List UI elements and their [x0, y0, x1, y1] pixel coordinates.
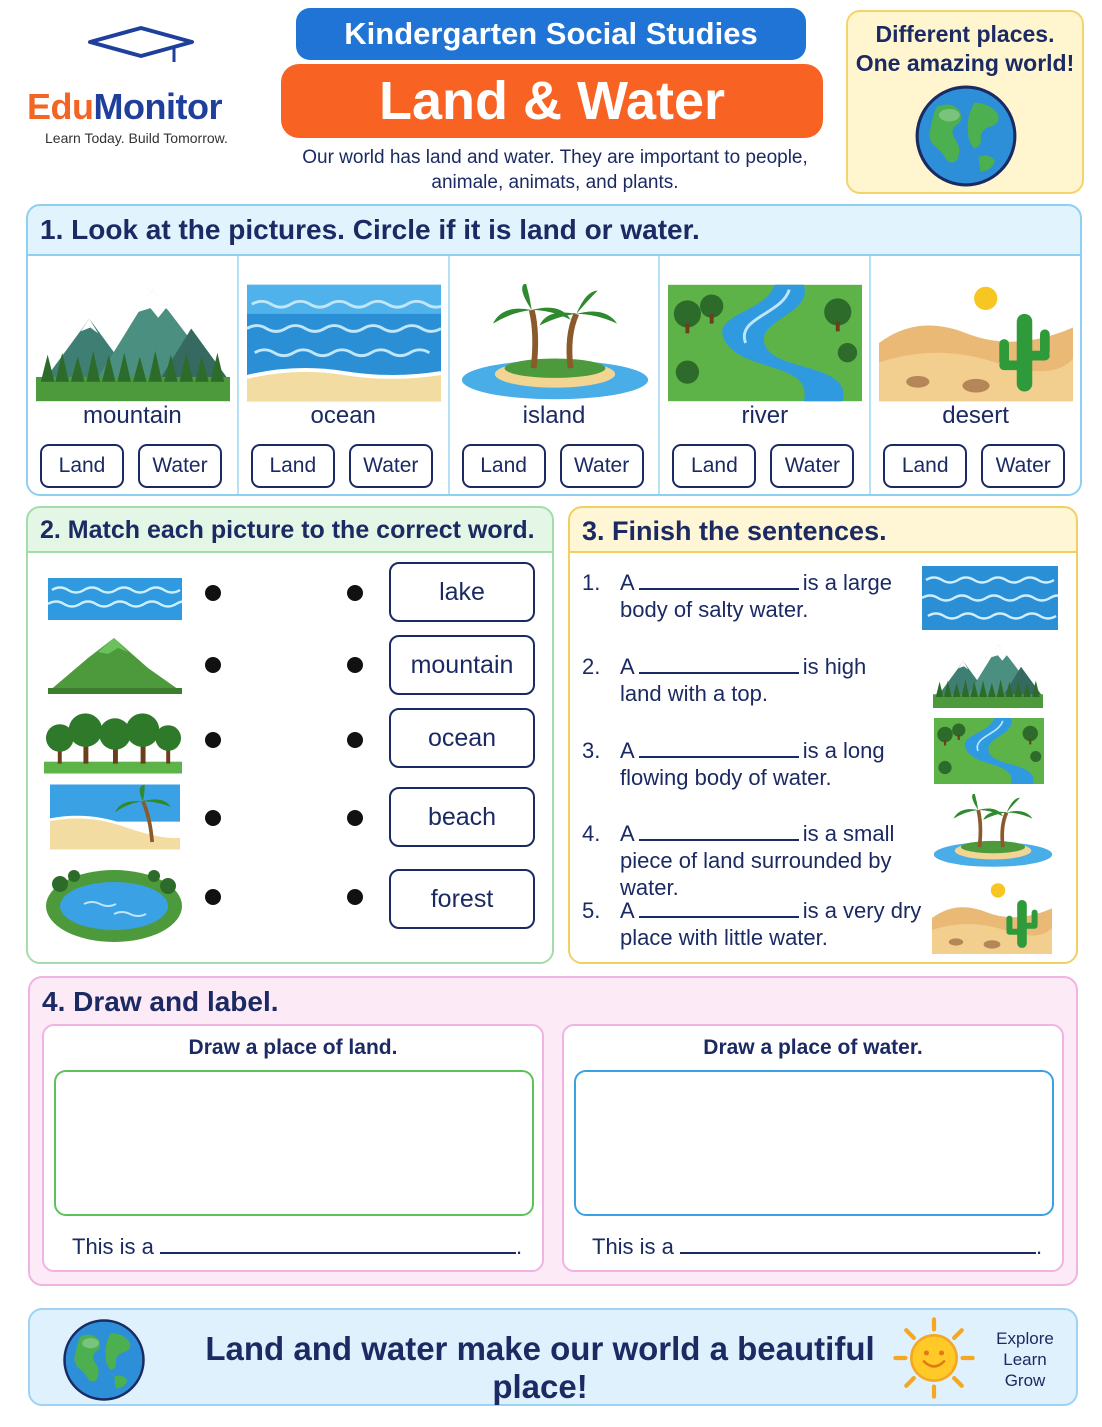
card-word: island: [522, 402, 586, 429]
label-prompt: This is a: [72, 1234, 154, 1259]
logo-edu: Edu: [27, 86, 94, 127]
quote-line-1: Different places.: [875, 21, 1055, 47]
logo: [27, 86, 222, 128]
card-ocean: [239, 256, 450, 494]
section-1-title: 1. Look at the pictures. Circle if it is land or water.: [40, 214, 700, 245]
footer-message: Land and water make our world a beautiful place!: [205, 1330, 875, 1405]
match-dot-left[interactable]: [205, 732, 221, 748]
sentence-start: A: [620, 738, 635, 763]
beach-icon[interactable]: [50, 784, 180, 850]
answer-blank[interactable]: [639, 656, 799, 674]
draw-land-prompt: Draw a place of land.: [188, 1036, 398, 1059]
match-dot-left[interactable]: [205, 585, 221, 601]
graduation-cap-icon: [86, 26, 196, 72]
land-option[interactable]: Land: [462, 444, 546, 488]
desert-icon: [928, 882, 1056, 954]
quote-text: [848, 20, 1082, 78]
label-answer-line[interactable]: [680, 1252, 1036, 1254]
sentence-start: A: [620, 654, 635, 679]
quote-line-2: One amazing world!: [855, 50, 1075, 76]
match-dot-right[interactable]: [347, 732, 363, 748]
section-3-title: 3. Finish the sentences.: [582, 516, 887, 546]
river-icon: [926, 718, 1052, 784]
card-river: [660, 256, 871, 494]
sentence-start: A: [620, 898, 635, 923]
label-period: .: [1036, 1234, 1043, 1259]
answer-blank[interactable]: [639, 572, 799, 590]
draw-land-card: [42, 1024, 544, 1272]
water-option[interactable]: Water: [349, 444, 433, 488]
globe-icon: [62, 1318, 146, 1402]
card-word: desert: [942, 402, 1009, 429]
match-dot-right[interactable]: [347, 810, 363, 826]
word-box[interactable]: beach: [389, 787, 535, 847]
globe-icon: [914, 84, 1018, 188]
island-icon: [458, 284, 652, 402]
draw-water-prompt: Draw a place of water.: [703, 1036, 923, 1059]
match-dot-right[interactable]: [347, 657, 363, 673]
motto-learn: Learn: [1003, 1350, 1047, 1369]
intro-text: Our world has land and water. They are important to people, animale, animats, and plants.: [302, 147, 808, 193]
mountain-icon: [36, 284, 230, 402]
water-option[interactable]: Water: [981, 444, 1065, 488]
match-dot-left[interactable]: [205, 657, 221, 673]
card-island: [450, 256, 661, 494]
land-drawing-area[interactable]: [54, 1070, 534, 1216]
logo-tagline: Learn Today. Build Tomorrow.: [45, 130, 228, 146]
card-word: river: [741, 402, 789, 429]
answer-blank[interactable]: [639, 900, 799, 918]
sentence-start: A: [620, 570, 635, 595]
card-word: mountain: [83, 402, 182, 429]
water-drawing-area[interactable]: [574, 1070, 1054, 1216]
forest-icon[interactable]: [44, 704, 182, 774]
motto-explore: Explore: [996, 1329, 1054, 1348]
sentence-number: 5.: [582, 898, 601, 923]
logo-monitor: Monitor: [93, 86, 222, 127]
land-option[interactable]: Land: [672, 444, 756, 488]
card-mountain: [28, 256, 239, 494]
water-option[interactable]: Water: [560, 444, 644, 488]
lake-icon[interactable]: [44, 864, 184, 944]
match-dot-right[interactable]: [347, 585, 363, 601]
card-desert: [871, 256, 1080, 494]
sentence-number: 3.: [582, 738, 601, 763]
mountain-icon[interactable]: [48, 638, 182, 694]
match-dot-right[interactable]: [347, 889, 363, 905]
land-option[interactable]: Land: [251, 444, 335, 488]
land-option[interactable]: Land: [883, 444, 967, 488]
ocean-waves-icon[interactable]: [48, 578, 182, 620]
label-answer-line[interactable]: [160, 1252, 516, 1254]
section-4-title: 4. Draw and label.: [42, 986, 279, 1017]
sentence-line-2: flowing body of water.: [620, 765, 832, 790]
motto-grow: Grow: [1004, 1371, 1046, 1390]
ocean-icon: [922, 566, 1058, 630]
island-icon: [928, 794, 1058, 868]
sentence-end: is a very dry: [802, 898, 922, 923]
card-word: ocean: [310, 402, 376, 429]
sentence-end: is a large: [802, 570, 892, 595]
answer-blank[interactable]: [639, 823, 799, 841]
match-dot-left[interactable]: [205, 889, 221, 905]
sentence-end: is high: [802, 654, 867, 679]
sentence-line-2: piece of land surrounded by water.: [620, 848, 892, 900]
sentence-line-2: place with little water.: [620, 925, 828, 950]
word-box[interactable]: ocean: [389, 708, 535, 768]
label-period: .: [516, 1234, 523, 1259]
sentence-line-2: body of salty water.: [620, 597, 809, 622]
sun-icon: [892, 1316, 976, 1400]
word-box[interactable]: forest: [389, 869, 535, 929]
draw-water-card: [562, 1024, 1064, 1272]
sentence-number: 2.: [582, 654, 601, 679]
answer-blank[interactable]: [639, 740, 799, 758]
land-option[interactable]: Land: [40, 444, 124, 488]
river-icon: [668, 284, 862, 402]
sentence-end: is a long: [802, 738, 885, 763]
sentence-start: A: [620, 821, 635, 846]
water-option[interactable]: Water: [138, 444, 222, 488]
match-dot-left[interactable]: [205, 810, 221, 826]
picture-cards: [28, 254, 1080, 494]
page-title: Land & Water: [281, 64, 823, 138]
desert-icon: [879, 284, 1073, 402]
section-2-title: 2. Match each picture to the correct word.: [40, 516, 535, 544]
label-prompt: This is a: [592, 1234, 674, 1259]
water-option[interactable]: Water: [770, 444, 854, 488]
mountain-icon: [918, 642, 1058, 708]
ocean-icon: [247, 284, 441, 402]
footer-motto: [990, 1328, 1060, 1391]
sentence-number: 4.: [582, 821, 601, 846]
subject-banner: Kindergarten Social Studies: [296, 8, 806, 60]
sentence-line-2: land with a top.: [620, 681, 768, 706]
sentence-number: 1.: [582, 570, 601, 595]
word-box[interactable]: lake: [389, 562, 535, 622]
word-box[interactable]: mountain: [389, 635, 535, 695]
sentence-end: is a small: [802, 821, 895, 846]
